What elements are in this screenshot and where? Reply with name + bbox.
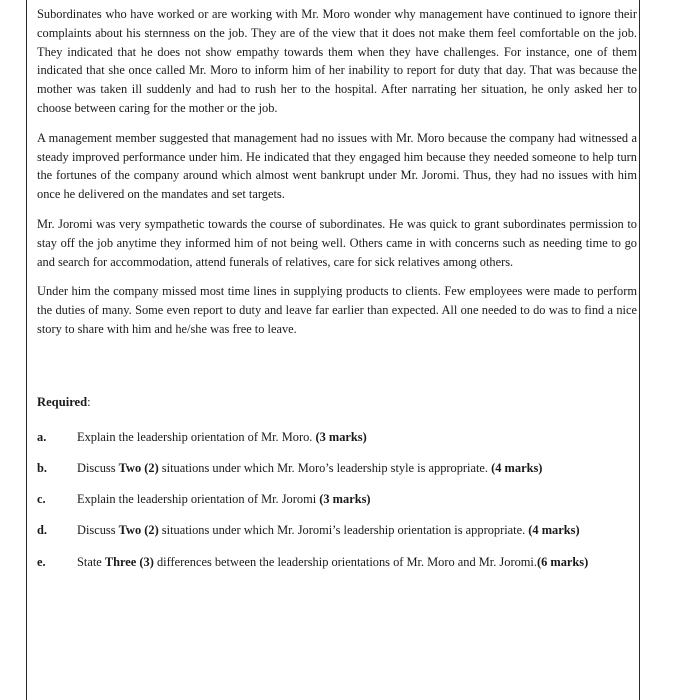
question-text: Discuss Two (2) situations under which Mr. Joromi’s leadership orientation is appropriate. (4 marks) bbox=[77, 523, 580, 537]
question-letter: b. bbox=[37, 461, 47, 475]
paragraph-4: Under him the company missed most time lines in supplying products to clients. Few employees were made to perform the duties of many. Some even report to duty and leave far earlier than expected. All one needed to do was to find a nice story to share with him and he/she was free to leave. bbox=[37, 284, 637, 336]
question-text: Explain the leadership orientation of Mr. Joromi (3 marks) bbox=[77, 492, 371, 506]
question-marks: (3 marks) bbox=[319, 492, 371, 506]
question-text: Discuss Two (2) situations under which Mr. Moro’s leadership style is appropriate. (4 marks) bbox=[77, 461, 543, 475]
paragraph-1: Subordinates who have worked or are working with Mr. Moro wonder why management have continued to ignore their complaints about his sternness on the job. They are of the view that it does not make them feel comfortable on the job. They indicated that he does not show empathy towards them when they have challenges. For instance, one of them indicated that she once called Mr. Moro to inform him of her inability to report for duty that day. That was because the mother was taken ill suddenly and had to rush her to the hospital. After narrating her situation, he only asked her to choose between caring for the mother or the job. bbox=[37, 7, 637, 115]
required-heading: Required: bbox=[37, 395, 91, 409]
paragraph-3: Mr. Joromi was very sympathetic towards the course of subordinates. He was quick to grant subordinates permission to stay off the job anytime they informed him of not being well. Others came in with concerns such as needing time to go and search for accommodation, attend funerals of relatives, care for sick relatives among others. bbox=[37, 216, 637, 269]
question-text: State Three (3) differences between the leadership orientations of Mr. Moro and Mr. Joromi.(6 marks) bbox=[77, 555, 589, 569]
paragraph-2: A management member suggested that management had no issues with Mr. Moro because the company had witnessed a steady improved performance under him. He indicated that they engaged him because they needed someone to help turn the fortunes of the company around which almost went bankrupt under Mr. Joromi. Thus, they had no issues with him once he delivered on the mandates and set targets. bbox=[37, 130, 637, 202]
question-letter: c. bbox=[37, 492, 46, 506]
question-marks: (6 marks) bbox=[536, 555, 589, 569]
question-letter: d. bbox=[37, 523, 47, 537]
question-letter: e. bbox=[37, 555, 46, 569]
question-text: Explain the leadership orientation of Mr. Moro. (3 marks) bbox=[77, 430, 367, 444]
question-marks: (3 marks) bbox=[315, 430, 367, 444]
case-study-body bbox=[37, 5, 637, 350]
question-marks: (4 marks) bbox=[528, 523, 580, 537]
question-marks: (4 marks) bbox=[491, 461, 543, 475]
question-letter: a. bbox=[37, 430, 47, 444]
